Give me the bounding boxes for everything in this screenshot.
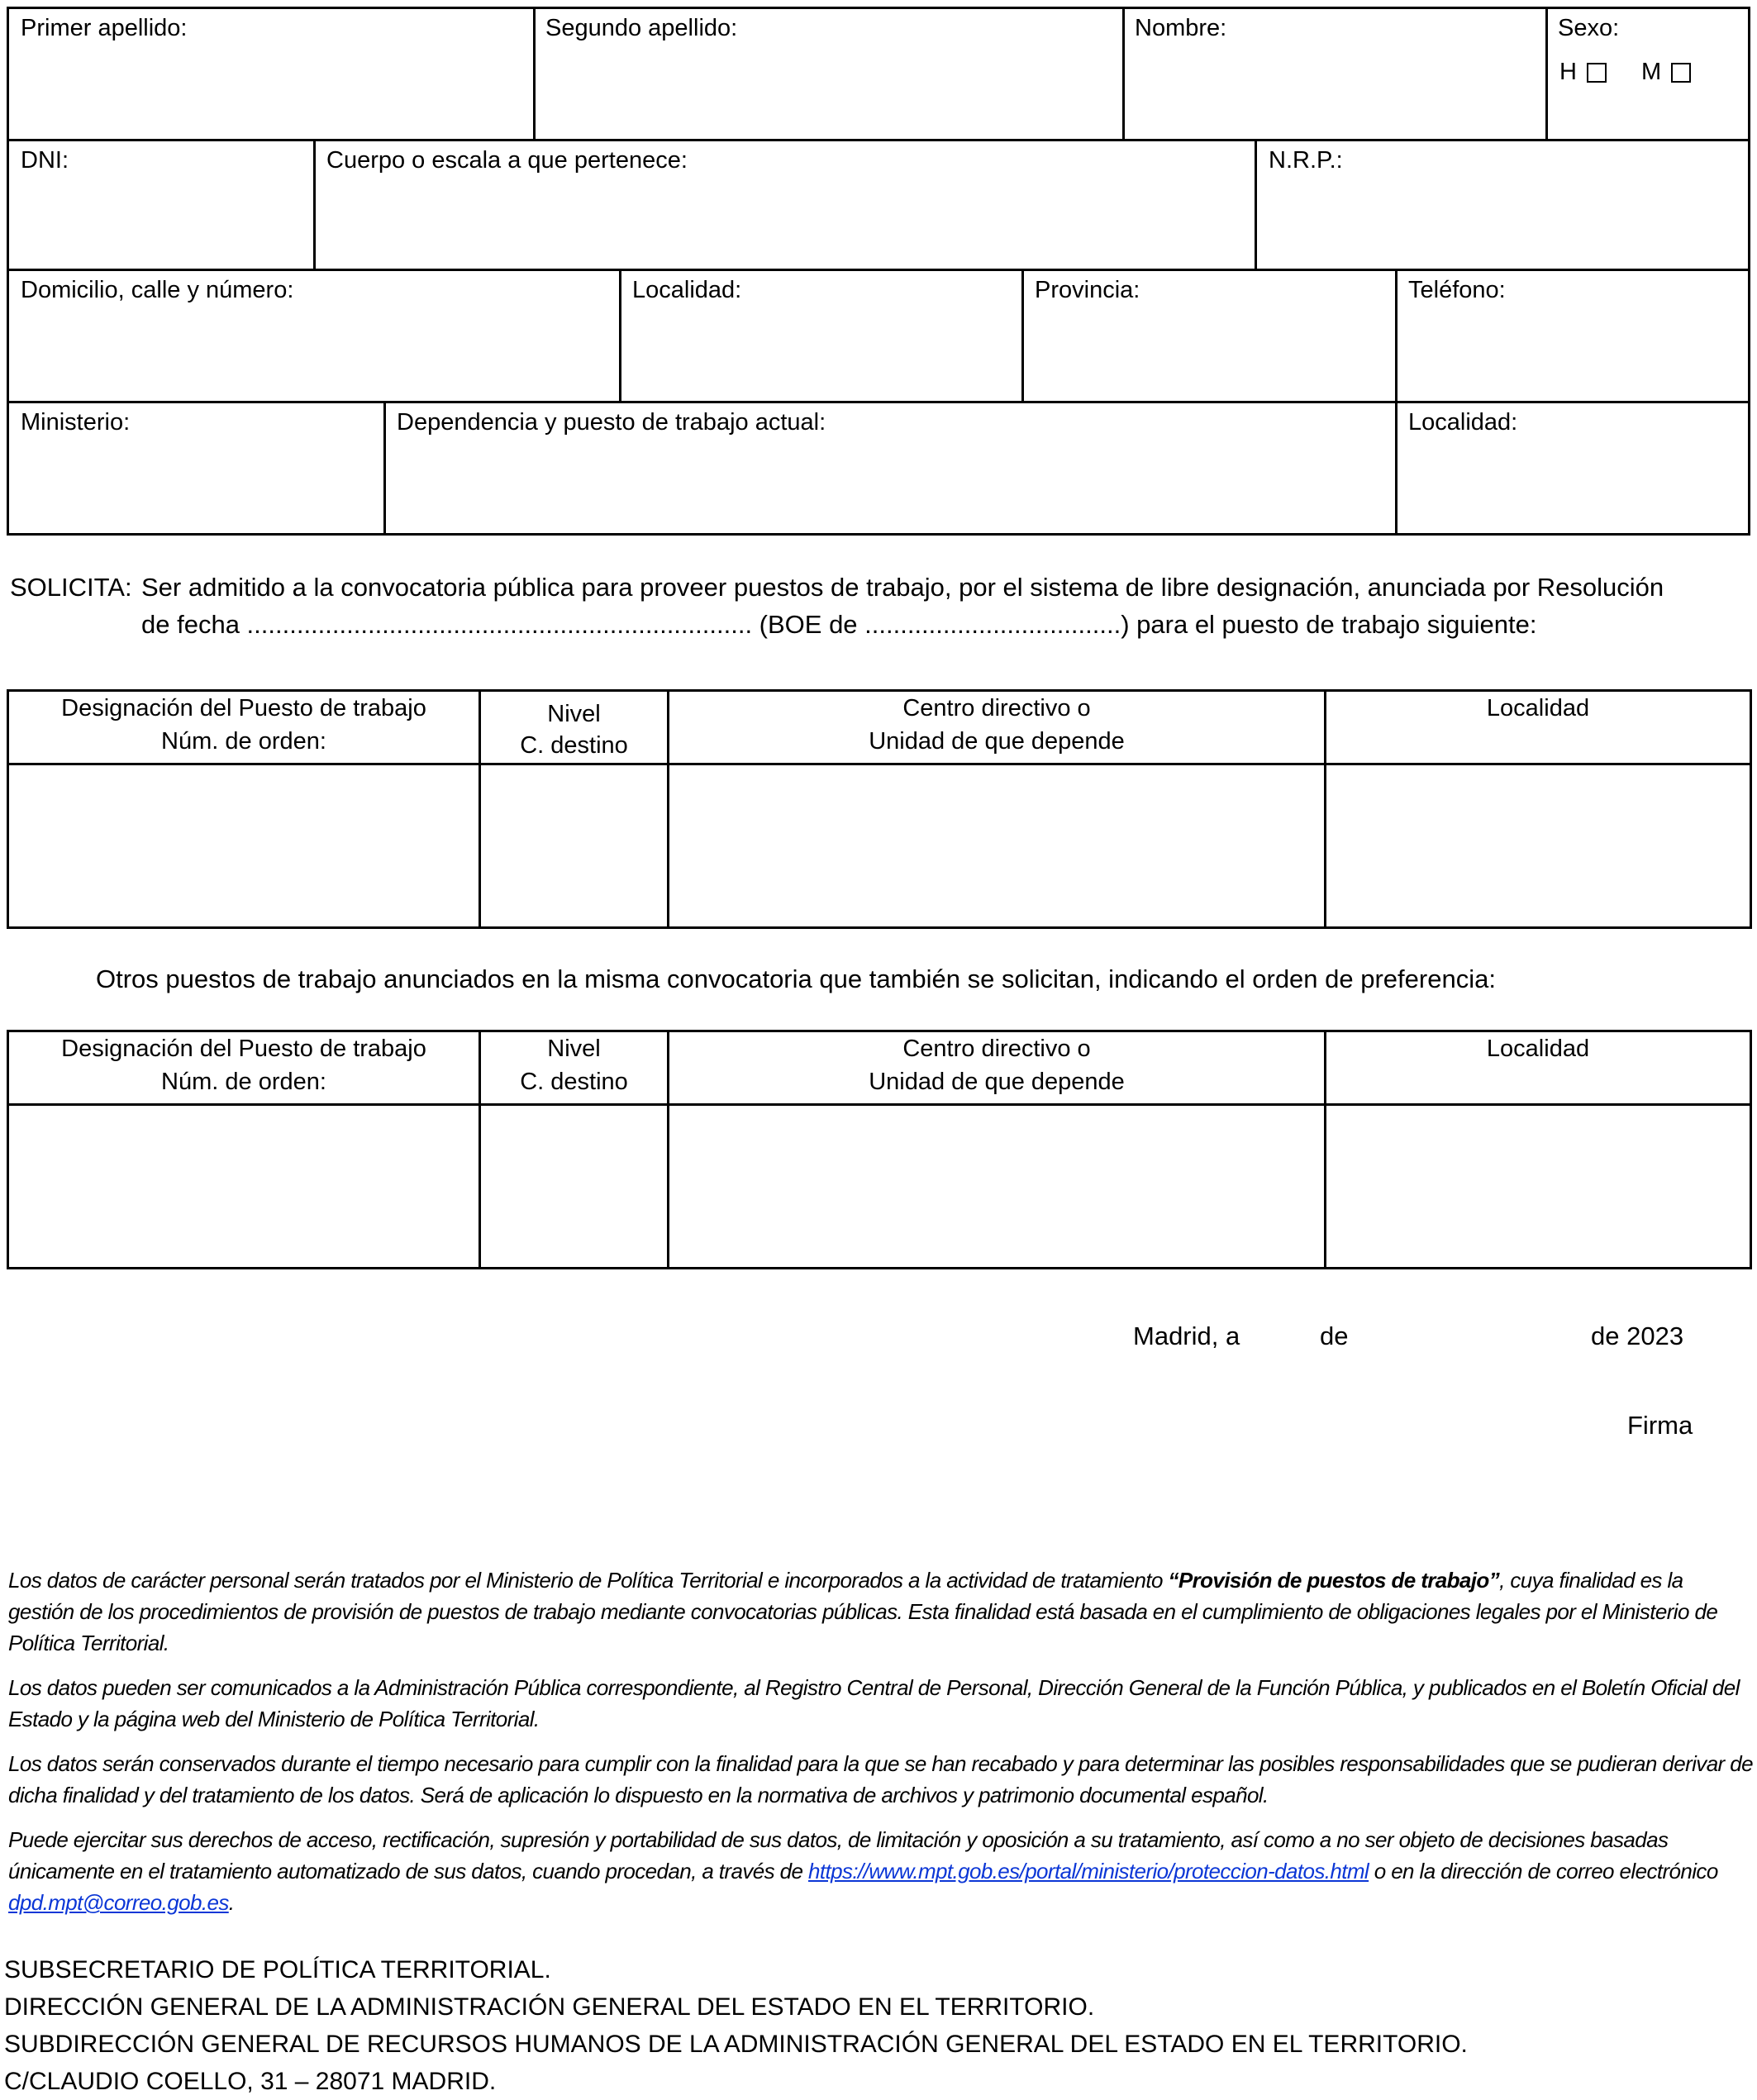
sexo-m-label: M	[1641, 59, 1662, 85]
sexo-m-checkbox[interactable]	[1671, 63, 1691, 83]
legal-paragraph-1	[8, 1564, 1754, 1659]
solicita-label: SOLICITA:	[10, 573, 132, 602]
localidad-field[interactable]	[619, 269, 1024, 403]
ministerio-field[interactable]	[7, 401, 386, 536]
localidad-header-2	[1324, 1030, 1752, 1106]
localidad-actual-field[interactable]	[1395, 401, 1750, 536]
centro-header-text-2: Centro directivo o	[902, 1036, 1091, 1062]
legal-p1-text-b: , cuya finalidad es la gestión de los procedimientos de provisión de puestos de trabajo mediante convocatorias públicas. Esta finalidad está basada en el cumplimiento de obligaciones legales por el Ministerio de Política Territorial.	[8, 1568, 1718, 1655]
designacion-header-text-2: Designación del Puesto de trabajo	[61, 1036, 426, 1062]
centro-input[interactable]	[667, 763, 1326, 929]
localidad-header	[1324, 689, 1752, 765]
nivel-header-text: Nivel	[547, 701, 601, 727]
designacion-header-2	[7, 1030, 481, 1106]
otros-puestos-table	[7, 1030, 1752, 1269]
centro-header-text: Centro directivo o	[902, 695, 1091, 721]
centro-header	[667, 689, 1326, 765]
addressee-block	[4, 1951, 1468, 2100]
legal-p4-text-b: o en la dirección de correo electrónico	[1369, 1859, 1718, 1883]
domicilio-label: Domicilio, calle y número:	[21, 277, 294, 303]
footer-line-4: C/CLAUDIO COELLO, 31 – 28071 MADRID.	[4, 2068, 497, 2095]
footer-line-1: SUBSECRETARIO DE POLÍTICA TERRITORIAL.	[4, 1956, 551, 1983]
dependencia-label: Dependencia y puesto de trabajo actual:	[397, 409, 826, 436]
madrid-date-label: Madrid, a	[1133, 1321, 1240, 1350]
nombre-label: Nombre:	[1135, 15, 1227, 41]
nrp-label: N.R.P.:	[1269, 147, 1343, 174]
unidad-header-text: Unidad de que depende	[869, 728, 1125, 755]
designacion-input[interactable]	[7, 763, 481, 929]
localidad-actual-label: Localidad:	[1408, 409, 1518, 436]
unidad-header-text-2: Unidad de que depende	[869, 1069, 1125, 1095]
c-destino-header-text: C. destino	[520, 732, 628, 759]
segundo-apellido-field[interactable]	[533, 7, 1125, 141]
localidad-input[interactable]	[1324, 763, 1752, 929]
solicita-line1: Ser admitido a la convocatoria pública para proveer puestos de trabajo, por el sistema de libre designación, anunciada por Resolución	[141, 573, 1664, 602]
footer-line-2: DIRECCIÓN GENERAL DE LA ADMINISTRACIÓN GENERAL DEL ESTADO EN EL TERRITORIO.	[4, 1993, 1095, 2021]
date-de-label-1: de	[1320, 1321, 1349, 1350]
designacion-header	[7, 689, 481, 765]
data-protection-notice	[8, 1564, 1754, 1931]
provincia-label: Provincia:	[1035, 277, 1140, 303]
legal-p4-text-c: .	[228, 1890, 235, 1915]
c-destino-header-text-2: C. destino	[520, 1069, 628, 1095]
legal-p4-text-a: Puede ejercitar sus derechos de acceso, rectificación, supresión y portabilidad de sus datos, de limitación y oposición a su tratamiento, así como a no ser objeto de decisiones basadas únicamente en el tratamiento automatizado de sus datos, cuando procedan, a través de	[8, 1827, 1669, 1883]
nivel-header	[479, 689, 669, 765]
nivel-header-2	[479, 1030, 669, 1106]
designacion-header-text: Designación del Puesto de trabajo	[61, 695, 426, 721]
segundo-apellido-label: Segundo apellido:	[545, 15, 738, 41]
localidad-input-2[interactable]	[1324, 1103, 1752, 1269]
nrp-field[interactable]	[1255, 139, 1750, 271]
num-orden-header-text-2: Núm. de orden:	[161, 1069, 326, 1095]
ministerio-label: Ministerio:	[21, 409, 131, 436]
sexo-options	[1559, 58, 1691, 86]
dependencia-field[interactable]	[383, 401, 1398, 536]
telefono-field[interactable]	[1395, 269, 1750, 403]
telefono-label: Teléfono:	[1408, 277, 1506, 303]
localidad-label: Localidad:	[632, 277, 742, 303]
dni-field[interactable]	[7, 139, 316, 271]
sexo-label: Sexo:	[1558, 15, 1620, 41]
nivel-input[interactable]	[479, 763, 669, 929]
centro-input-2[interactable]	[667, 1103, 1326, 1269]
date-year-label: de 2023	[1591, 1321, 1684, 1350]
legal-p1-text-a: Los datos de carácter personal serán tratados por el Ministerio de Política Territorial e incorporados a la actividad de tratamiento	[8, 1568, 1169, 1593]
legal-paragraph-4	[8, 1824, 1754, 1918]
sexo-field	[1545, 7, 1750, 141]
nivel-input-2[interactable]	[479, 1103, 669, 1269]
legal-p1-bold: “Provisión de puestos de trabajo”	[1168, 1568, 1500, 1593]
centro-header-2	[667, 1030, 1326, 1106]
num-orden-header-text: Núm. de orden:	[161, 728, 326, 755]
localidad-header-text-2: Localidad	[1486, 1036, 1590, 1062]
footer-line-3: SUBDIRECCIÓN GENERAL DE RECURSOS HUMANOS DE LA ADMINISTRACIÓN GENERAL DEL ESTADO EN EL TERRITORIO.	[4, 2031, 1468, 2058]
privacy-policy-link[interactable]: https://www.mpt.gob.es/portal/ministerio/proteccion-datos.html	[807, 1859, 1369, 1883]
puesto-table	[7, 689, 1752, 929]
firma-label: Firma	[1627, 1411, 1693, 1440]
sexo-h-checkbox[interactable]	[1587, 63, 1607, 83]
cuerpo-field[interactable]	[313, 139, 1257, 271]
dni-label: DNI:	[21, 147, 69, 174]
solicita-line2: de fecha ....................................................................... (BOE de ....................................) para el puesto de trabajo siguiente:	[141, 610, 1537, 639]
sexo-h-label: H	[1559, 59, 1577, 85]
provincia-field[interactable]	[1021, 269, 1398, 403]
localidad-header-text: Localidad	[1486, 695, 1590, 721]
cuerpo-label: Cuerpo o escala a que pertenece:	[326, 147, 688, 174]
primer-apellido-label: Primer apellido:	[21, 15, 188, 41]
nivel-header-text-2: Nivel	[547, 1036, 601, 1062]
primer-apellido-field[interactable]	[7, 7, 536, 141]
domicilio-field[interactable]	[7, 269, 621, 403]
designacion-input-2[interactable]	[7, 1103, 481, 1269]
legal-paragraph-2: Los datos pueden ser comunicados a la Administración Pública correspondiente, al Registro Central de Personal, Dirección General de la Función Pública, y publicados en el Boletín Oficial del Estado y la página web del Ministerio de Política Territorial.	[8, 1675, 1740, 1731]
nombre-field[interactable]	[1122, 7, 1548, 141]
otros-puestos-text: Otros puestos de trabajo anunciados en la misma convocatoria que también se solicitan, indicando el orden de preferencia:	[96, 964, 1496, 993]
legal-paragraph-3: Los datos serán conservados durante el tiempo necesario para cumplir con la finalidad para la que se han recabado y para determinar las posibles responsabilidades que se pudieran derivar de dicha finalidad y del tratamiento de los datos. Será de aplicación lo dispuesto en la normativa de archivos y patrimonio documental español.	[8, 1751, 1753, 1807]
dpd-email-link[interactable]: dpd.mpt@correo.gob.es	[8, 1890, 229, 1915]
